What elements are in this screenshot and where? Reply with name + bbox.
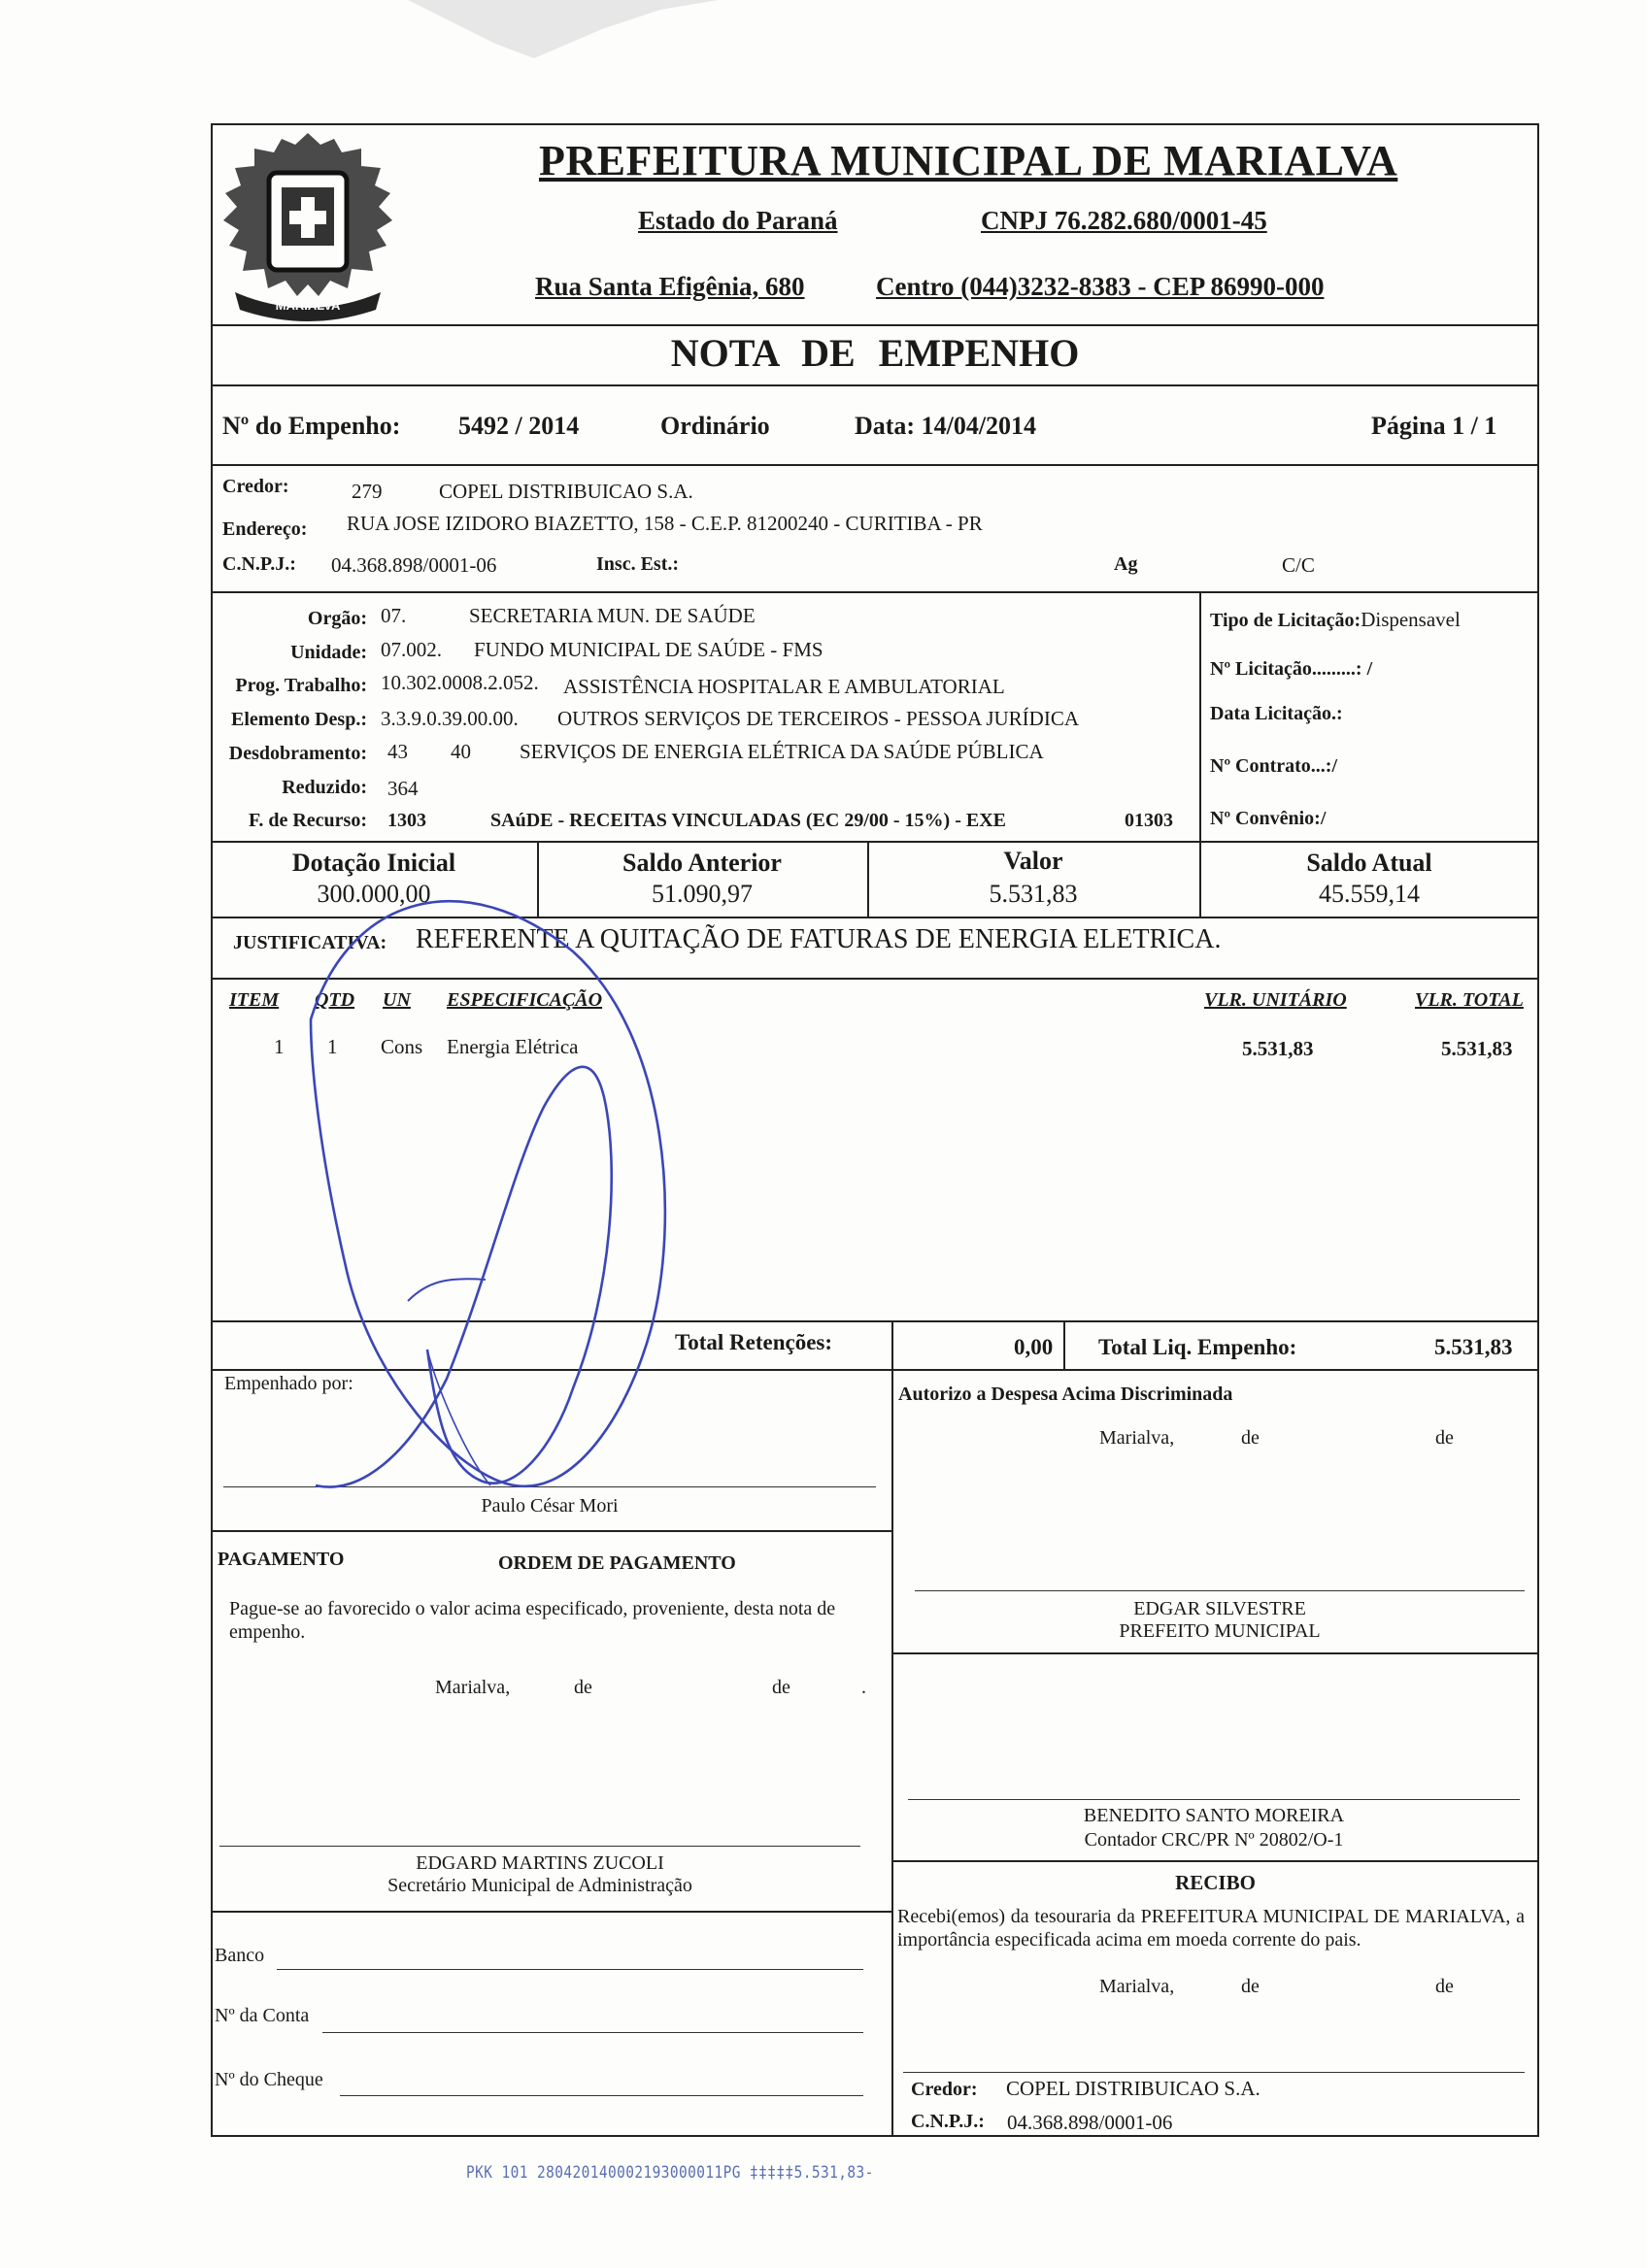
- empenhado-label: Empenhado por:: [224, 1373, 353, 1394]
- empenho-label: Nº do Empenho:: [222, 412, 401, 440]
- desdobramento-code-2: 40: [451, 740, 471, 763]
- recurso-code: 1303: [387, 810, 426, 831]
- empenhado-name: Paulo César Mori: [481, 1495, 619, 1517]
- credor-address: RUA JOSE IZIDORO BIAZETTO, 158 - C.E.P. 81200240 - CURITIBA - PR: [347, 512, 983, 535]
- bank-authentication-stamp: PKK 101 280420140002193000011PG ‡‡‡‡‡5.531,83-: [466, 2163, 874, 2183]
- desdobramento-code-1: 43: [387, 740, 408, 763]
- col-total-value: VLR. TOTAL: [1415, 989, 1524, 1011]
- valor-label: Valor: [1003, 847, 1063, 875]
- recibo-place: Marialva,: [1099, 1976, 1175, 1997]
- col-qtd: QTD: [315, 989, 355, 1011]
- unidade-code: 07.002.: [381, 638, 442, 661]
- municipality-contact: Centro (044)3232-8383 - CEP 86990-000: [876, 272, 1325, 301]
- pagamento-de-1: de: [574, 1677, 592, 1698]
- elemento-label: Elemento Desp.:: [231, 709, 367, 730]
- autorizo-place: Marialva,: [1099, 1427, 1175, 1449]
- municipality-address: Rua Santa Efigênia, 680: [535, 272, 805, 301]
- table-row: [211, 1035, 1539, 1070]
- pagamento-de-2: de: [772, 1677, 790, 1698]
- col-un: UN: [383, 989, 411, 1011]
- item-number: 1: [274, 1035, 285, 1058]
- credor-name: COPEL DISTRIBUICAO S.A.: [439, 480, 693, 503]
- ordem-pagamento-title: ORDEM DE PAGAMENTO: [498, 1552, 736, 1574]
- page-indicator: Página 1 / 1: [1371, 412, 1497, 440]
- empenho-date: Data: 14/04/2014: [855, 412, 1037, 440]
- col-spec: ESPECIFICAÇÃO: [447, 989, 603, 1011]
- pagamento-label: PAGAMENTO: [218, 1549, 345, 1570]
- saldo-anterior-label: Saldo Anterior: [622, 849, 782, 877]
- credor-cnpj: 04.368.898/0001-06: [331, 553, 497, 577]
- contador-name: BENEDITO SANTO MOREIRA: [1083, 1805, 1345, 1826]
- pagamento-place: Marialva,: [435, 1677, 511, 1698]
- data-licitacao: Data Licitação.:: [1210, 703, 1343, 724]
- recibo-credor-name: COPEL DISTRIBUICAO S.A.: [1006, 2077, 1260, 2100]
- valor-value: 5.531,83: [989, 880, 1078, 908]
- autorizo-title: Autorizo a Despesa Acima Discriminada: [898, 1384, 1233, 1405]
- elemento-name: OUTROS SERVIÇOS DE TERCEIROS - PESSOA JURÍDICA: [557, 707, 1080, 730]
- secretario-role: Secretário Municipal de Administração: [387, 1875, 692, 1896]
- autorizo-de-1: de: [1241, 1427, 1260, 1449]
- retencoes-value: 0,00: [1014, 1335, 1054, 1359]
- contador-role: Contador CRC/PR Nº 20802/O-1: [1084, 1829, 1344, 1851]
- numero-contrato: Nº Contrato...:/: [1210, 755, 1338, 777]
- retencoes-label: Total Retenções:: [675, 1330, 833, 1354]
- unidade-name: FUNDO MUNICIPAL DE SAÚDE - FMS: [474, 638, 824, 661]
- saldo-atual-value: 45.559,14: [1319, 880, 1420, 908]
- recibo-title: RECIBO: [1175, 1871, 1256, 1894]
- col-item: ITEM: [229, 989, 280, 1011]
- municipality-title: PREFEITURA MUNICIPAL DE MARIALVA: [539, 137, 1398, 184]
- orgao-label: Orgão:: [307, 608, 367, 629]
- endereco-label: Endereço:: [222, 518, 308, 540]
- elemento-code: 3.3.9.0.39.00.00.: [381, 707, 519, 730]
- saldo-atual-label: Saldo Atual: [1306, 849, 1432, 877]
- state-name: Estado do Paraná: [638, 206, 838, 235]
- pagamento-text: Pague-se ao favorecido o valor acima especificado, proveniente, desta nota de empenho.: [229, 1598, 836, 1643]
- municipality-cnpj: CNPJ 76.282.680/0001-45: [981, 206, 1267, 235]
- orgao-code: 07.: [381, 604, 407, 627]
- document-title: NOTA DE EMPENHO: [670, 331, 1080, 375]
- prog-trabalho-code: 10.302.0008.2.052.: [381, 671, 539, 694]
- tipo-licitacao-label: Tipo de Licitação:: [1210, 610, 1361, 631]
- credor-code: 279: [352, 480, 383, 503]
- coat-of-arms-logo: [216, 129, 400, 323]
- col-unit-value: VLR. UNITÁRIO: [1204, 989, 1347, 1011]
- recibo-cnpj: 04.368.898/0001-06: [1007, 2111, 1173, 2134]
- tipo-licitacao-value: Dispensavel: [1361, 608, 1461, 631]
- svg-text:MARIALVA: MARIALVA: [275, 298, 341, 313]
- liquido-label: Total Liq. Empenho:: [1098, 1335, 1297, 1359]
- prefeito-role: PREFEITO MUNICIPAL: [1119, 1620, 1321, 1642]
- conta-label: Nº da Conta: [215, 2005, 310, 2026]
- insc-est-label: Insc. Est.:: [596, 553, 680, 575]
- prefeito-name: EDGAR SILVESTRE: [1133, 1598, 1306, 1619]
- reduzido-value: 364: [387, 777, 419, 800]
- cheque-label: Nº do Cheque: [215, 2069, 323, 2090]
- credor-cnpj-label: C.N.P.J.:: [222, 553, 296, 575]
- item-unit: Cons: [381, 1035, 423, 1058]
- recibo-text: Recebi(emos) da tesouraria da PREFEITURA MUNICIPAL DE MARIALVA, a importância especificada acima em moeda corrente do pais.: [897, 1906, 1525, 1951]
- ag-label: Ag: [1114, 553, 1138, 575]
- numero-convenio: Nº Convênio:/: [1210, 808, 1327, 829]
- empenho-number: 5492 / 2014: [458, 412, 580, 440]
- desdobramento-name: SERVIÇOS DE ENERGIA ELÉTRICA DA SAÚDE PÚBLICA: [520, 740, 1044, 763]
- tipo-licitacao: [1210, 608, 1461, 632]
- recibo-de-2: de: [1435, 1976, 1454, 1997]
- reduzido-label: Reduzido:: [282, 777, 367, 798]
- item-spec: Energia Elétrica: [447, 1035, 579, 1058]
- justificativa-label: JUSTIFICATIVA:: [233, 932, 387, 953]
- saldo-anterior-value: 51.090,97: [652, 880, 753, 908]
- paper-tear: [408, 0, 719, 68]
- recurso-name: SAúDE - RECEITAS VINCULADAS (EC 29/00 - 15%) - EXE: [490, 810, 1006, 831]
- cc-label: C/C: [1282, 553, 1315, 577]
- credor-label: Credor:: [222, 476, 289, 497]
- unidade-label: Unidade:: [290, 642, 367, 663]
- item-unit-value: 5.531,83: [1242, 1037, 1314, 1060]
- recibo-credor-label: Credor:: [911, 2079, 978, 2100]
- autorizo-de-2: de: [1435, 1427, 1454, 1449]
- secretario-name: EDGARD MARTINS ZUCOLI: [416, 1852, 664, 1874]
- recurso-code-2: 01303: [1125, 810, 1173, 831]
- recibo-cnpj-label: C.N.P.J.:: [911, 2111, 985, 2132]
- empenho-type: Ordinário: [660, 412, 770, 440]
- justificativa-text: REFERENTE A QUITAÇÃO DE FATURAS DE ENERGIA ELETRICA.: [416, 924, 1222, 954]
- prog-trabalho-label: Prog. Trabalho:: [235, 675, 367, 696]
- recibo-de-1: de: [1241, 1976, 1260, 1997]
- numero-licitacao: Nº Licitação.........: /: [1210, 658, 1373, 680]
- pagamento-dot: .: [861, 1677, 866, 1698]
- dotacao-label: Dotação Inicial: [291, 849, 456, 877]
- prog-trabalho-name: ASSISTÊNCIA HOSPITALAR E AMBULATORIAL: [563, 675, 1005, 698]
- item-total-value: 5.531,83: [1441, 1037, 1513, 1060]
- item-qty: 1: [327, 1035, 338, 1058]
- liquido-value: 5.531,83: [1434, 1335, 1513, 1359]
- banco-label: Banco: [215, 1945, 265, 1966]
- recurso-label: F. de Recurso:: [248, 810, 367, 831]
- orgao-name: SECRETARIA MUN. DE SAÚDE: [469, 604, 756, 627]
- dotacao-value: 300.000,00: [317, 880, 431, 908]
- desdobramento-label: Desdobramento:: [228, 743, 367, 764]
